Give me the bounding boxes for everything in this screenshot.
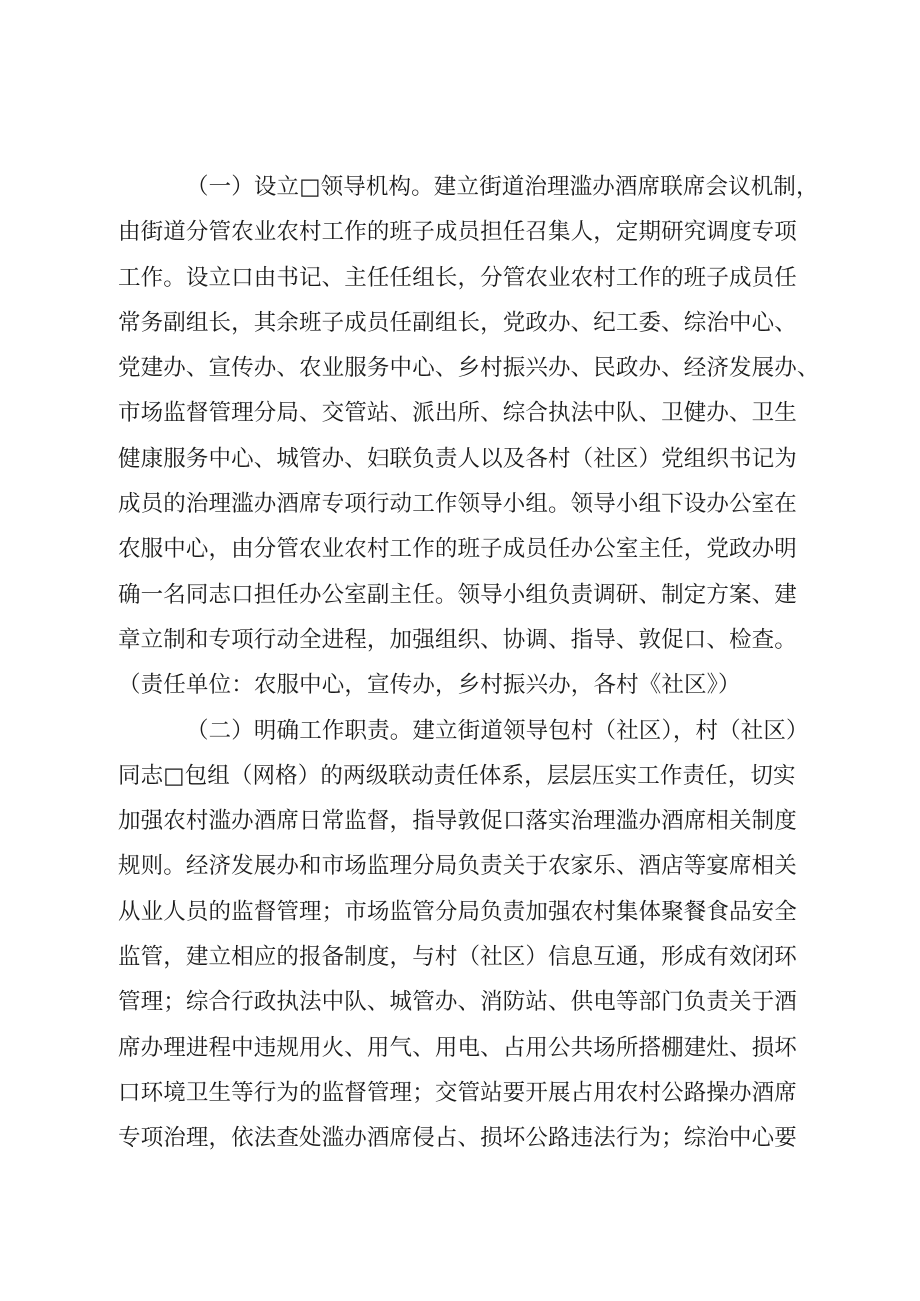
paragraph-1 (118, 165, 838, 709)
paragraph-line: 由街道分管农业农村工作的班子成员担任召集人，定期研究调度专项 (118, 219, 797, 246)
paragraph-line: （二）明确工作职责。建立街道领导包村（社区），村（社区） (186, 717, 809, 744)
paragraph-line: 专项治理，依法查处滥办酒席侵占、损坏公路违法行为；综治中心要 (118, 1125, 797, 1152)
paragraph-line: 健康服务中心、城管办、妇联负责人以及各村（社区）党组织书记为 (118, 445, 797, 472)
paragraph-line: 常务副组长，其余班子成员任副组长，党政办、纪工委、综治中心、 (118, 309, 797, 336)
paragraph-line: （责任单位：农服中心，宣传办，乡村振兴办，各村《社区》） (118, 672, 741, 699)
paragraph-line: 市场监督管理分局、交管站、派出所、综合执法中队、卫健办、卫生 (118, 400, 797, 427)
paragraph-2 (118, 709, 838, 1162)
paragraph-line: 规则。经济发展办和市场监理分局负责关于农家乐、酒店等宴席相关 (118, 853, 797, 880)
paragraph-line: 口环境卫生等行为的监督管理；交管站要开展占用农村公路操办酒席 (118, 1079, 797, 1106)
paragraph-line: 农服中心，由分管农业农村工作的班子成员任办公室主任，党政办明 (118, 536, 797, 563)
paragraph-line: 工作。设立口由书记、主任任组长，分管农业农村工作的班子成员任 (118, 264, 797, 291)
paragraph-line: 确一名同志口担任办公室副主任。领导小组负责调研、制定方案、建 (118, 581, 797, 608)
paragraph-line: 管理；综合行政执法中队、城管办、消防站、供电等部门负责关于酒 (118, 989, 797, 1016)
document-body (118, 165, 838, 1162)
paragraph-line: 同志□包组（网格）的两级联动责任体系，层层压实工作责任，切实 (118, 762, 796, 789)
paragraph-line: 党建办、宣传办、农业服务中心、乡村振兴办、民政办、经济发展办、 (118, 355, 820, 382)
paragraph-line: 加强农村滥办酒席日常监督，指导敦促口落实治理滥办酒席相关制度 (118, 808, 797, 835)
paragraph-line: 章立制和专项行动全进程，加强组织、协调、指导、敦促口、检查。 (118, 626, 797, 653)
paragraph-line: 席办理进程中违规用火、用气、用电、占用公共场所搭棚建灶、损坏 (118, 1034, 797, 1061)
paragraph-line: 成员的治理滥办酒席专项行动工作领导小组。领导小组下设办公室在 (118, 491, 797, 518)
paragraph-line: （一）设立□领导机构。建立街道治理滥办酒席联席会议机制， (186, 174, 819, 200)
paragraph-line: 从业人员的监督管理；市场监管分局负责加强农村集体聚餐食品安全 (118, 898, 797, 925)
paragraph-line: 监管，建立相应的报备制度，与村（社区）信息互通，形成有效闭环 (118, 944, 797, 971)
